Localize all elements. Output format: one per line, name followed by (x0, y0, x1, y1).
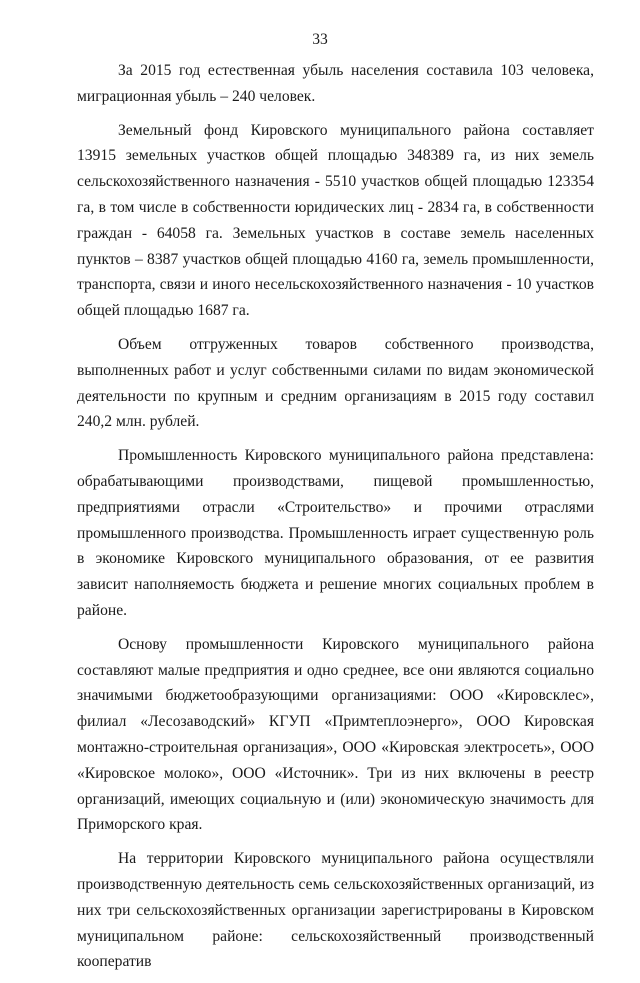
paragraph-industry-basis: Основу промышленности Кировского муниципального района составляют малые предприятия и одно среднее, все они являются социально значимыми бюджетообразующими организациями: ООО «Кировсклес», филиал «Лесозаводский» КГУП «Примтеплоэнерго», ООО Кировская монтажно-строительная организация», ООО «Кировская электросеть», ООО «Кировское молоко», ООО «Источник». Три из них включены в реестр организаций, имеющих социальную и (или) экономическую значимость для Приморского края. (77, 635, 594, 834)
paragraph-land-fund: Земельный фонд Кировского муниципального района составляет 13915 земельных участков общей площадью 348389 га, из них земель сельскохозяйственного назначения - 5510 участков общей площадью 123354 га, в том числе в собственности юридических лиц - 2834 га, в собственности граждан - 64058 га. Земельных участков в составе земель населенных пунктов – 8387 участков общей площадью 4160 га, земель промышленности, транспорта, связи и иного несельскохозяйственного назначения - 10 участков общей площадью 1687 га. (77, 121, 594, 320)
document-body (77, 58, 594, 983)
paragraph-industry: Промышленность Кировского муниципального района представлена: обрабатывающими производствами, пищевой промышленностью, предприятиями отрасли «Строительство» и прочими отраслями промышленного производства. Промышленность играет существенную роль в экономике Кировского муниципального образования, от ее развития зависит наполняемость бюджета и решение многих социальных проблем в районе. (77, 447, 594, 619)
paragraph-population: За 2015 год естественная убыль населения составила 103 человека, миграционная убыль – 240 человек. (77, 62, 594, 105)
page-number: 33 (312, 31, 328, 48)
paragraph-shipped-goods: Объем отгруженных товаров собственного производства, выполненных работ и услуг собственными силами по видам экономической деятельности по крупным и средним организациям в 2015 году составил 240,2 млн. рублей. (77, 335, 594, 431)
paragraph-agriculture: На территории Кировского муниципального района осуществляли производственную деятельность семь сельскохозяйственных организаций, из них три сельскохозяйственных организации зарегистрированы в Кировском муниципальном районе: сельскохозяйственный производственный кооператив (77, 850, 594, 971)
